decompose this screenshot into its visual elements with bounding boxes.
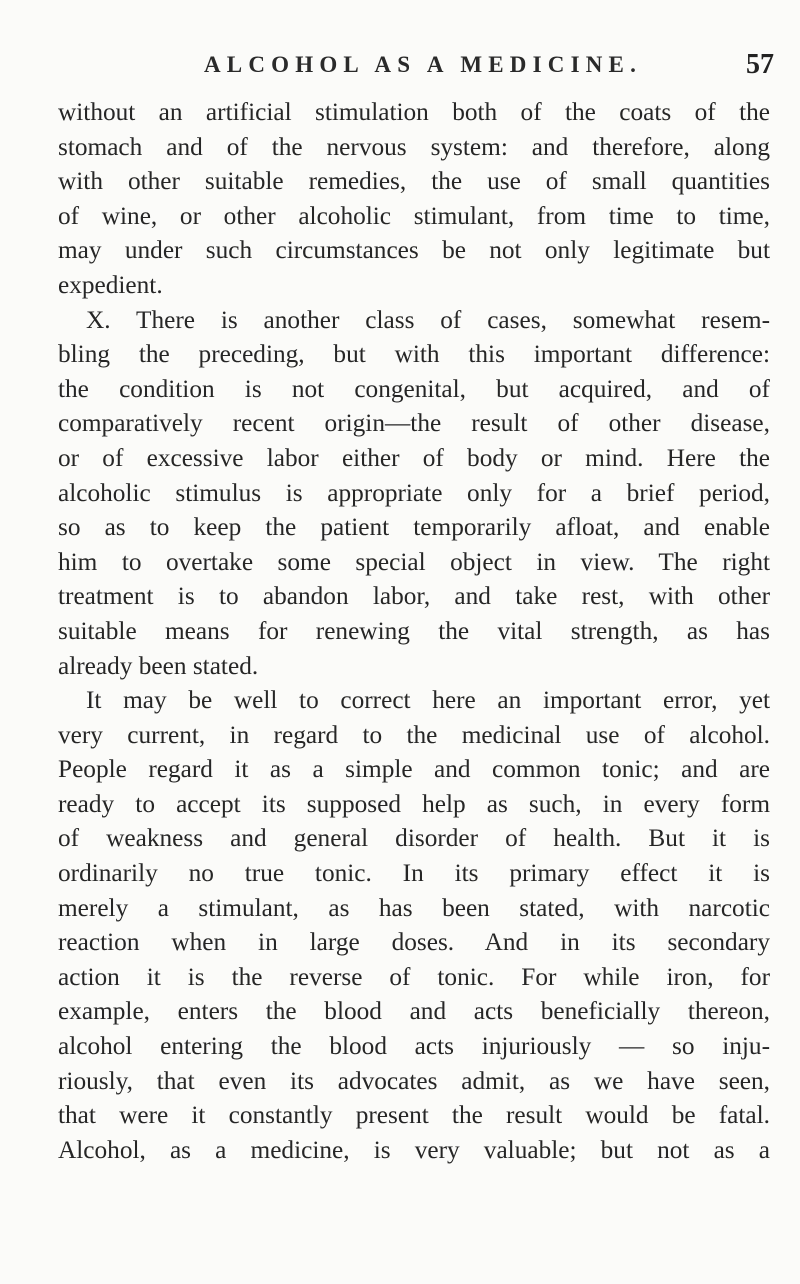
text-line: of weakness and general disorder of health. But it is [58, 824, 770, 853]
text-line: comparatively recent origin—the result of other disease, [58, 409, 770, 438]
running-title: ALCOHOL AS A MEDICINE. [204, 52, 643, 77]
text-line: or of excessive labor either of body or mind. Here the [58, 443, 770, 472]
text-line: merely a stimulant, as has been stated, with narcotic [58, 893, 770, 922]
text-line: X. There is another class of cases, somewhat resem- [86, 305, 770, 334]
body-text [58, 95, 770, 1167]
text-line: may under such circumstances be not only legitimate but [58, 236, 770, 265]
text-line: ready to accept its supposed help as such, in every form [58, 789, 770, 818]
text-line: example, enters the blood and acts beneficially thereon, [58, 997, 770, 1026]
text-line: suitable means for renewing the vital strength, as has [58, 616, 770, 645]
text-line: that were it constantly present the result would be fatal. [58, 1101, 770, 1130]
page-number: 57 [746, 49, 774, 80]
text-line: very current, in regard to the medicinal use of alcohol. [58, 720, 770, 749]
text-line: action it is the reverse of tonic. For while iron, for [58, 962, 770, 991]
text-line: People regard it as a simple and common tonic; and are [58, 755, 770, 784]
running-head [204, 49, 774, 92]
text-line: alcohol entering the blood acts injuriously — so inju- [58, 1032, 770, 1061]
text-line: Alcohol, as a medicine, is very valuable; but not as a [58, 1135, 770, 1164]
text-line: without an artificial stimulation both of the coats of the [58, 98, 770, 126]
text-line: the condition is not congenital, but acquired, and of [58, 374, 770, 403]
text-line: of wine, or other alcoholic stimulant, from time to time, [58, 201, 770, 230]
text-line: stomach and of the nervous system: and therefore, along [58, 132, 770, 161]
text-line: alcoholic stimulus is appropriate only for a brief period, [58, 478, 770, 507]
text-line: expedient. [58, 270, 163, 299]
text-line: It may be well to correct here an important error, yet [86, 686, 770, 715]
text-line: treatment is to abandon labor, and take rest, with other [58, 582, 770, 611]
text-line: bling the preceding, but with this important difference: [58, 340, 770, 369]
text-line: reaction when in large doses. And in its secondary [58, 928, 770, 957]
text-line: riously, that even its advocates admit, as we have seen, [58, 1066, 770, 1095]
text-line: with other suitable remedies, the use of small quantities [58, 167, 770, 196]
text-line: ordinarily no true tonic. In its primary effect it is [58, 859, 770, 888]
text-line: already been stated. [58, 651, 259, 680]
text-line: him to overtake some special object in view. The right [58, 547, 770, 576]
text-line: so as to keep the patient temporarily afloat, and enable [58, 513, 770, 542]
